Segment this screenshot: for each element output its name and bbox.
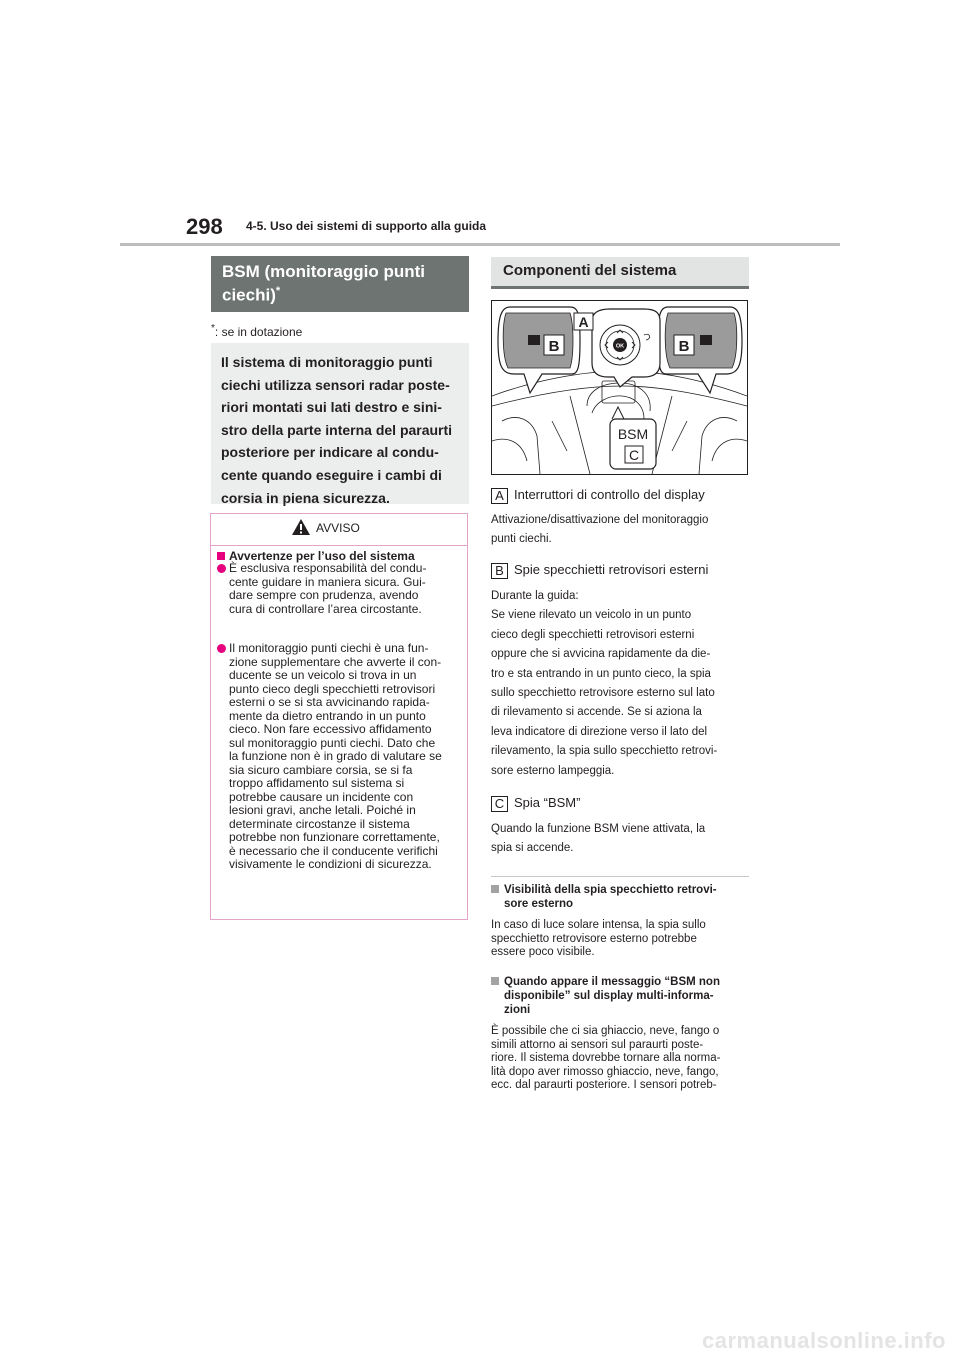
section-title-line1: BSM (monitoraggio punti <box>222 262 426 281</box>
warning-header <box>211 514 467 546</box>
figure-label-c: C <box>628 447 640 463</box>
header-divider <box>120 243 840 246</box>
left-mirror-callout <box>498 307 580 393</box>
title-footnote-mark: * <box>275 285 281 297</box>
figure-label-a: A <box>578 314 589 330</box>
note-2-heading: Quando appare il messaggio “BSM non disponibile” sul display multi-informa- zioni <box>491 975 749 1019</box>
item-b-heading: B Spie specchietti retrovisori esterni <box>491 562 708 579</box>
warning-subtitle: Avvertenze per l’uso del sistema <box>217 549 415 563</box>
item-a-text: Attivazione/disattivazione del monitoraggio punti ciechi. <box>491 514 709 546</box>
figure-label-b-right: B <box>678 338 690 355</box>
note-2-text: È possibile che ci sia ghiaccio, neve, fango o simili attorno ai sensori sul paraurti poste- riore. Il sistema dovrebbe tornare alla norma- lità dopo aver rimosso ghiaccio, neve, fango, ecc. dal paraurti posteriore. I sensori potreb- <box>491 1025 721 1091</box>
switch-callout <box>574 309 660 387</box>
circle-bullet-icon <box>217 644 226 653</box>
warning-title: AVVISO <box>316 521 360 535</box>
item-a-heading: A Interruttori di controllo del display <box>491 487 705 504</box>
notes-divider <box>491 876 749 877</box>
section-title-line2: ciechi)* <box>222 285 281 305</box>
warning-box: AVVISO Avvertenze per l’uso del sistema È esclusiva responsabilità del condu- cente guidare in maniera sicura. Gui- dare sempre con prudenza, avendo cura di controllare l’area circostante. Il monitoraggio punti ciechi è una fun- zione supplementare che avverte il con- ducente se un veicolo si trova in un punto cieco degli specchietti retrovisori esterni o se si sta avvicinando rapida- mente da dietro entrando in un punto cieco. Non fare eccessivo affidamento sul monitoraggio punti ciechi. Dato che la funzione non è in grado di valutare se sia sicuro cambiare corsia, se si fa troppo affidamento sul sistema si potrebbe causare un incidente con lesioni gravi, anche letali. Poiché in determinate circostanze il sistema potrebbe non funzionare correttamente, è necessario che il conducente verifichi visivamente le condizioni di sicurezza. <box>210 513 468 920</box>
circle-bullet-icon <box>217 564 226 573</box>
square-bullet-icon <box>491 885 499 893</box>
right-mirror-callout <box>658 307 742 393</box>
note-1-heading: Visibilità della spia specchietto retrovi- sore esterno <box>491 883 749 913</box>
bsm-indicator-callout <box>610 407 656 469</box>
system-components-figure <box>491 300 748 475</box>
chapter-title: 4-5. Uso dei sistemi di supporto alla guida <box>246 219 487 233</box>
item-c-heading: C Spia “BSM” <box>491 795 580 812</box>
label-a-box: A <box>491 488 508 504</box>
note-1-text: In caso di luce solare intensa, la spia sullo specchietto retrovisore esterno potrebbe essere poco visibile. <box>491 919 706 958</box>
page-number: 298 <box>186 214 223 239</box>
item-c-text: Quando la funzione BSM viene attivata, la spia si accende. <box>491 823 706 855</box>
components-title: Componenti del sistema <box>503 262 677 279</box>
intro-box <box>211 343 469 504</box>
label-b-box: B <box>491 563 508 579</box>
figure-label-b-left: B <box>548 338 560 355</box>
components-title-box <box>491 257 749 289</box>
warning-triangle-icon <box>291 518 311 536</box>
intro-text: Il sistema di monitoraggio punti ciechi utilizza sensori radar poste- riori montati sui lati destro e sini- stro della parte interna del paraurti posteriore per indicare al condu- cente quando eseguire i cambi di corsia in piena sicurezza. <box>221 354 453 506</box>
square-bullet-icon <box>491 977 499 985</box>
watermark: carmanualsonline.info <box>702 1328 946 1353</box>
footnote: *: se in dotazione <box>211 323 303 339</box>
item-b-text: Durante la guida: Se viene rilevato un veicolo in un punto cieco degli specchietti retrovisori esterni oppure che si avvicina rapidamente da die- tro e sta entrando in un punto cieco, la spia sullo specchietto retrovisore esterno sul lato di rilevamento si accende. Se si aziona la leva indicatore di direzione verso il lato del rilevamento, la spia sullo specchietto retrovi- sore esterno lampeggia. <box>491 590 718 777</box>
svg-text:OK: OK <box>615 343 625 350</box>
label-c-box: C <box>491 796 508 812</box>
section-title-box <box>211 256 469 312</box>
square-bullet-icon <box>217 552 225 560</box>
figure-bsm-text: BSM <box>617 426 649 442</box>
